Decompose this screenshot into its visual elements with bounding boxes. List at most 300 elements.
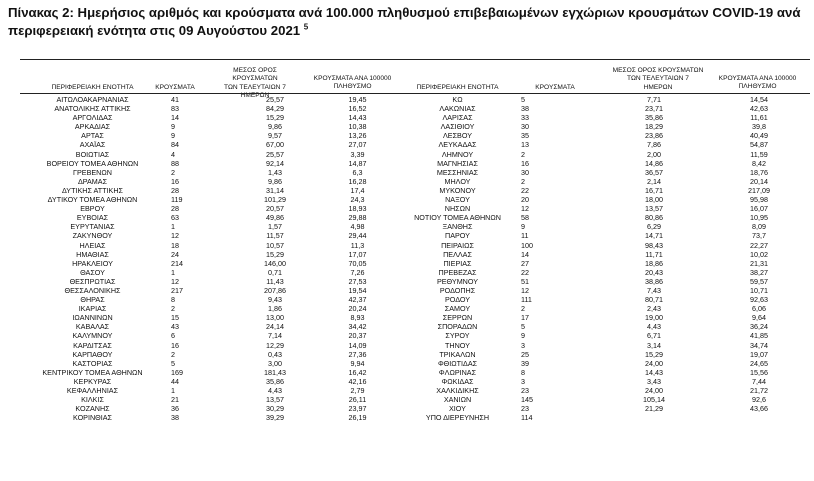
table-row — [400, 186, 810, 195]
cases-cell: 12 — [171, 231, 179, 241]
table-row — [20, 131, 400, 140]
table-row — [400, 277, 810, 286]
cases-cell: 33 — [521, 113, 529, 123]
avg-cell: 3,43 — [647, 376, 661, 386]
table-title — [8, 4, 808, 40]
cases-cell: 214 — [171, 258, 183, 268]
avg-cell: 9,43 — [268, 295, 282, 305]
region-cell: ΝΟΤΙΟΥ ΤΟΜΕΑ ΑΘΗΝΩΝ — [414, 213, 501, 223]
region-cell: ΡΕΘΥΜΝΟΥ — [436, 276, 479, 286]
table-title-text: Πίνακας 2: Ημερήσιος αριθμός και κρούσματα ανά 100.000 πληθυσμού επιβεβαιωμένων εγχώριων κρουσμάτων COVID-19 ανά περιφερειακή ενότητα στις 09 Αυγούστου 2021 — [8, 5, 801, 38]
avg-cell: 207,86 — [264, 285, 286, 295]
cases-cell: 63 — [171, 213, 179, 223]
table-row — [20, 386, 400, 395]
region-cell: ΣΑΜΟΥ — [444, 304, 471, 314]
rate-cell: 29,88 — [348, 213, 367, 223]
cases-cell: 13 — [521, 140, 529, 150]
table-row — [400, 268, 810, 277]
table-row — [20, 213, 400, 222]
table-row — [400, 195, 810, 204]
table-row — [20, 250, 400, 259]
avg-cell: 24,00 — [645, 358, 663, 368]
table-row — [400, 122, 810, 131]
table-row — [400, 304, 810, 313]
region-cell: ΛΑΚΩΝΙΑΣ — [439, 104, 476, 114]
table-row — [400, 341, 810, 350]
region-cell: ΛΕΣΒΟΥ — [443, 131, 472, 141]
cases-cell: 16 — [521, 158, 529, 168]
table-row — [400, 222, 810, 231]
table-row — [400, 213, 810, 222]
table-row — [400, 295, 810, 304]
rate-cell: 40,49 — [750, 131, 768, 141]
region-cell: ΛΑΣΙΘΙΟΥ — [440, 122, 475, 132]
avg-cell: 18,00 — [645, 195, 663, 205]
rate-cell: 14,09 — [348, 340, 367, 350]
avg-cell: 30,29 — [266, 404, 284, 414]
region-cell: ΑΡΤΑΣ — [81, 131, 104, 141]
rate-cell: 43,66 — [750, 404, 768, 414]
table-row — [20, 295, 400, 304]
avg-cell: 25,57 — [266, 149, 284, 159]
table-row — [20, 268, 400, 277]
region-cell: ΚΑΒΑΛΑΣ — [75, 322, 110, 332]
cases-cell: 30 — [521, 167, 529, 177]
cases-cell: 1 — [171, 386, 175, 395]
rate-cell: 19,07 — [750, 349, 768, 359]
table-row — [20, 313, 400, 322]
rate-cell: 13,26 — [348, 131, 367, 141]
region-cell: ΡΟΔΟΠΗΣ — [439, 285, 476, 295]
table-row — [20, 368, 400, 377]
rate-cell: 24,3 — [350, 195, 365, 205]
rate-cell: 11,61 — [750, 113, 768, 123]
rate-cell: 3,39 — [350, 149, 365, 159]
cases-cell: 38 — [521, 104, 529, 114]
table-row — [400, 377, 810, 386]
cases-cell: 5 — [171, 358, 175, 368]
cases-cell: 15 — [171, 313, 179, 323]
header-avg-line1: ΜΕΣΟΣ ΟΡΟΣ ΚΡΟΥΣΜΑΤΩΝ — [232, 67, 278, 83]
table-row — [20, 413, 400, 422]
table-row — [20, 322, 400, 331]
region-cell: ΣΥΡΟΥ — [445, 331, 470, 341]
region-cell: ΠΙΕΡΙΑΣ — [443, 258, 472, 268]
rate-cell: 14,54 — [750, 95, 768, 104]
header-avg-line3: ΗΜΕΡΩΝ — [240, 92, 270, 100]
avg-cell: 13,00 — [266, 313, 284, 323]
rate-cell: 11,59 — [750, 149, 768, 159]
avg-cell: 35,86 — [645, 113, 663, 123]
cases-cell: 3 — [521, 376, 525, 386]
rate-cell: 18,76 — [750, 167, 768, 177]
avg-cell: 1,57 — [268, 222, 282, 232]
avg-cell: 11,43 — [266, 276, 284, 286]
avg-cell: 11,57 — [266, 231, 284, 241]
cases-cell: 44 — [171, 376, 179, 386]
avg-cell: 2,43 — [647, 304, 661, 314]
avg-cell: 105,14 — [643, 395, 665, 405]
cases-cell: 8 — [171, 295, 175, 305]
table-row — [20, 377, 400, 386]
region-cell: ΗΡΑΚΛΕΙΟΥ — [72, 258, 113, 268]
cases-cell: 23 — [521, 386, 529, 395]
rate-cell: 27,07 — [348, 140, 367, 150]
cases-cell: 22 — [521, 185, 529, 195]
rate-cell: 19,54 — [348, 285, 367, 295]
avg-cell: 7,14 — [268, 331, 282, 341]
rate-cell: 14,43 — [348, 113, 367, 123]
header-bottom-rule — [20, 93, 810, 94]
region-cell: ΦΩΚΙΔΑΣ — [441, 376, 474, 386]
cases-cell: 58 — [521, 213, 529, 223]
rate-cell: 34,42 — [348, 322, 367, 332]
cases-cell: 21 — [171, 395, 179, 405]
avg-cell: 20,57 — [266, 204, 284, 214]
table-row — [20, 331, 400, 340]
table-row — [400, 113, 810, 122]
right-data-table — [400, 95, 810, 422]
cases-cell: 18 — [171, 240, 179, 250]
region-cell: ΚΟΡΙΝΘΙΑΣ — [73, 413, 112, 423]
table-row — [400, 350, 810, 359]
avg-cell: 25,57 — [266, 95, 284, 104]
region-cell: ΕΥΒΟΙΑΣ — [76, 213, 109, 223]
rate-cell: 20,14 — [750, 176, 768, 186]
cases-cell: 2 — [521, 149, 525, 159]
region-cell: ΝΗΣΩΝ — [444, 204, 471, 214]
rate-cell: 11,3 — [350, 240, 365, 250]
table-row — [400, 204, 810, 213]
avg-cell: 21,29 — [645, 404, 663, 414]
table-row — [400, 359, 810, 368]
cases-cell: 9 — [171, 131, 175, 141]
table-row — [400, 250, 810, 259]
cases-cell: 30 — [521, 122, 529, 132]
rate-cell: 2,79 — [350, 386, 365, 395]
table-top-rule — [20, 59, 810, 60]
region-cell: ΖΑΚΥΝΘΟΥ — [72, 231, 113, 241]
rate-cell: 59,57 — [750, 276, 768, 286]
avg-cell: 9,86 — [268, 176, 282, 186]
avg-cell: 24,14 — [266, 322, 284, 332]
avg-cell: 2,00 — [647, 149, 661, 159]
cases-cell: 8 — [521, 367, 525, 377]
table-row — [20, 395, 400, 404]
table-row — [20, 140, 400, 149]
header-cases-right — [520, 84, 590, 92]
avg-cell — [600, 413, 708, 422]
region-cell: ΑΡΓΟΛΙΔΑΣ — [72, 113, 113, 123]
avg-cell: 18,86 — [645, 258, 663, 268]
avg-cell: 7,71 — [647, 95, 661, 104]
region-cell: ΤΗΝΟΥ — [445, 340, 470, 350]
cases-cell: 119 — [171, 195, 183, 205]
cases-cell: 23 — [521, 404, 529, 414]
avg-cell: 15,29 — [266, 249, 284, 259]
header-rate-line2: ΠΛΗΘΥΣΜΟ — [738, 83, 777, 91]
avg-cell: 14,71 — [645, 231, 663, 241]
rate-cell: 7,44 — [752, 376, 766, 386]
table-row — [20, 231, 400, 240]
region-cell: ΚΑΡΔΙΤΣΑΣ — [73, 340, 112, 350]
avg-cell: 6,29 — [647, 222, 661, 232]
avg-cell: 4,43 — [647, 322, 661, 332]
cases-cell: 20 — [521, 195, 529, 205]
header-rate-line1: ΚΡΟΥΣΜΑΤΑ ΑΝΑ 100000 — [718, 75, 797, 82]
avg-cell: 0,71 — [268, 267, 282, 277]
rate-cell: 9,94 — [350, 358, 365, 368]
table-row — [20, 195, 400, 204]
table-row — [20, 186, 400, 195]
rate-cell: 24,65 — [750, 358, 768, 368]
region-cell: ΚΑΣΤΟΡΙΑΣ — [72, 358, 113, 368]
header-rate-left — [305, 75, 400, 92]
region-cell: ΠΕΛΛΑΣ — [443, 249, 472, 259]
cases-cell: 9 — [521, 222, 525, 232]
table-row — [20, 341, 400, 350]
rate-cell: 42,16 — [348, 376, 367, 386]
cases-cell: 35 — [521, 131, 529, 141]
avg-cell: 101,29 — [264, 195, 286, 205]
cases-cell: 14 — [171, 113, 179, 123]
table-row — [20, 168, 400, 177]
avg-cell: 9,57 — [268, 131, 282, 141]
region-cell: ΛΕΥΚΑΔΑΣ — [438, 140, 477, 150]
rate-cell: 38,27 — [750, 267, 768, 277]
rate-cell: 42,63 — [750, 104, 768, 114]
table-row — [20, 104, 400, 113]
rate-cell: 42,37 — [348, 295, 367, 305]
cases-cell: 12 — [171, 276, 179, 286]
table-row — [400, 131, 810, 140]
region-cell: ΦΘΙΩΤΙΔΑΣ — [437, 358, 478, 368]
cases-cell: 1 — [171, 267, 175, 277]
table-row — [20, 259, 400, 268]
table-row — [400, 231, 810, 240]
cases-cell: 28 — [171, 185, 179, 195]
avg-cell: 0,43 — [268, 349, 282, 359]
region-cell: ΚΩ — [452, 95, 463, 104]
rate-cell: 15,56 — [750, 367, 768, 377]
rate-cell: 16,52 — [348, 104, 367, 114]
rate-cell: 21,72 — [750, 386, 768, 395]
avg-cell: 84,29 — [266, 104, 284, 114]
region-cell: ΗΛΕΙΑΣ — [79, 240, 106, 250]
rate-cell: 8,93 — [350, 313, 365, 323]
rate-cell: 73,7 — [752, 231, 766, 241]
header-region-label: ΠΕΡΙΦΕΡΕΙΑΚΗ ΕΝΟΤΗΤΑ — [416, 84, 499, 91]
rate-cell: 7,26 — [350, 267, 365, 277]
cases-cell: 5 — [521, 322, 525, 332]
rate-cell: 92,63 — [750, 295, 768, 305]
avg-cell: 35,86 — [266, 376, 284, 386]
cases-cell: 17 — [521, 313, 529, 323]
rate-cell: 54,87 — [750, 140, 768, 150]
avg-cell: 146,00 — [264, 258, 286, 268]
table-row — [400, 241, 810, 250]
avg-cell: 31,14 — [266, 185, 284, 195]
table-row — [20, 113, 400, 122]
avg-cell: 16,71 — [645, 185, 663, 195]
cases-cell: 11 — [521, 231, 529, 241]
region-cell: ΛΑΡΙΣΑΣ — [442, 113, 473, 123]
cases-cell: 3 — [521, 340, 525, 350]
rate-cell: 14,87 — [348, 158, 367, 168]
avg-cell: 80,86 — [645, 213, 663, 223]
region-cell: ΘΗΡΑΣ — [80, 295, 105, 305]
avg-cell: 1,43 — [268, 167, 282, 177]
region-cell: ΕΒΡΟΥ — [80, 204, 105, 214]
table-row — [20, 241, 400, 250]
avg-cell: 6,71 — [647, 331, 661, 341]
avg-cell: 98,43 — [645, 240, 663, 250]
cases-cell: 100 — [521, 240, 533, 250]
cases-cell: 2 — [171, 349, 175, 359]
region-cell: ΧΙΟΥ — [449, 404, 466, 414]
region-cell: ΦΛΩΡΙΝΑΣ — [438, 367, 477, 377]
rate-cell: 10,02 — [750, 249, 768, 259]
header-region-label: ΠΕΡΙΦΕΡΕΙΑΚΗ ΕΝΟΤΗΤΑ — [51, 84, 134, 91]
region-cell: ΚΙΛΚΙΣ — [81, 395, 104, 405]
region-cell: ΤΡΙΚΑΛΩΝ — [439, 349, 476, 359]
cases-cell: 2 — [171, 304, 175, 314]
avg-cell: 18,29 — [645, 122, 663, 132]
rate-cell: 20,37 — [348, 331, 367, 341]
region-cell: ΑΧΑΪΑΣ — [79, 140, 106, 150]
rate-cell: 95,98 — [750, 195, 768, 205]
avg-cell: 3,14 — [647, 340, 661, 350]
table-row — [400, 159, 810, 168]
cases-cell: 12 — [521, 204, 529, 214]
table-row — [400, 95, 810, 104]
table-row — [20, 95, 400, 104]
avg-cell: 67,00 — [266, 140, 284, 150]
table-row — [400, 368, 810, 377]
rate-cell: 34,74 — [750, 340, 768, 350]
rate-cell: 26,19 — [348, 413, 367, 423]
cases-cell: 24 — [171, 249, 179, 259]
cases-cell: 4 — [171, 149, 175, 159]
table-row — [400, 322, 810, 331]
cases-cell: 6 — [171, 331, 175, 341]
avg-cell: 9,86 — [268, 122, 282, 132]
rate-cell: 21,31 — [750, 258, 768, 268]
region-cell: ΓΡΕΒΕΝΩΝ — [73, 167, 112, 177]
avg-cell: 15,29 — [266, 113, 284, 123]
cases-cell: 16 — [171, 340, 179, 350]
rate-cell: 17,4 — [350, 185, 365, 195]
region-cell: ΙΚΑΡΙΑΣ — [78, 304, 107, 314]
rate-cell: 36,24 — [750, 322, 768, 332]
avg-cell: 20,43 — [645, 267, 663, 277]
region-cell: ΠΕΙΡΑΙΩΣ — [441, 240, 474, 250]
cases-cell: 5 — [521, 95, 525, 104]
region-cell: ΔΡΑΜΑΣ — [77, 176, 108, 186]
region-cell: ΘΑΣΟΥ — [80, 267, 105, 277]
avg-cell: 19,00 — [645, 313, 663, 323]
rate-cell: 6,3 — [352, 167, 363, 177]
header-cases-left — [140, 84, 210, 92]
table-row — [400, 104, 810, 113]
rate-cell: 17,07 — [348, 249, 367, 259]
region-cell: ΞΑΝΘΗΣ — [442, 222, 473, 232]
region-cell: ΜΥΚΟΝΟΥ — [439, 185, 476, 195]
avg-cell: 14,43 — [645, 367, 663, 377]
region-cell: ΚΕΦΑΛΛΗΝΙΑΣ — [66, 386, 119, 395]
cases-cell: 145 — [521, 395, 533, 405]
region-cell: ΒΟΙΩΤΙΑΣ — [75, 149, 110, 159]
table-row — [400, 259, 810, 268]
rate-cell: 39,8 — [752, 122, 766, 132]
header-avg-right — [608, 67, 708, 92]
rate-cell: 8,42 — [752, 158, 766, 168]
rate-cell — [708, 413, 810, 422]
rate-cell: 70,05 — [348, 258, 367, 268]
header-rate-line2: ΠΛΗΘΥΣΜΟ — [333, 83, 372, 91]
rate-cell: 20,24 — [348, 304, 367, 314]
avg-cell: 1,86 — [268, 304, 282, 314]
avg-cell: 7,86 — [647, 140, 661, 150]
cases-cell: 9 — [171, 122, 175, 132]
avg-cell: 49,86 — [266, 213, 284, 223]
cases-cell: 14 — [521, 249, 529, 259]
avg-cell: 12,29 — [266, 340, 284, 350]
avg-cell: 10,57 — [266, 240, 284, 250]
cases-cell: 12 — [521, 285, 529, 295]
rate-cell: 23,97 — [348, 404, 367, 414]
avg-cell: 36,57 — [645, 167, 663, 177]
region-cell: ΝΑΞΟΥ — [445, 195, 470, 205]
table-row — [20, 304, 400, 313]
region-cell: ΑΝΑΤΟΛΙΚΗΣ ΑΤΤΙΚΗΣ — [54, 104, 131, 114]
avg-cell: 14,86 — [645, 158, 663, 168]
rate-cell: 16,42 — [348, 367, 367, 377]
region-cell: ΚΕΡΚΥΡΑΣ — [73, 376, 112, 386]
region-cell: ΚΑΡΠΑΘΟΥ — [72, 349, 113, 359]
cases-cell: 27 — [521, 258, 529, 268]
cases-cell: 88 — [171, 158, 179, 168]
rate-cell: 217,09 — [748, 185, 770, 195]
avg-cell: 38,86 — [645, 276, 663, 286]
region-cell: ΣΠΟΡΑΔΩΝ — [437, 322, 478, 332]
table-row — [400, 177, 810, 186]
rate-cell: 26,11 — [348, 395, 367, 405]
avg-cell: 13,57 — [266, 395, 284, 405]
table-row — [400, 413, 810, 422]
cases-cell: 25 — [521, 349, 529, 359]
table-row — [400, 386, 810, 395]
rate-cell: 41,85 — [750, 331, 768, 341]
region-cell: ΚΟΖΑΝΗΣ — [75, 404, 110, 414]
avg-cell: 4,43 — [268, 386, 282, 395]
table-row — [400, 395, 810, 404]
left-data-table — [20, 95, 400, 422]
region-cell: ΜΑΓΝΗΣΙΑΣ — [437, 158, 478, 168]
rate-cell: 10,71 — [750, 285, 768, 295]
cases-cell: 43 — [171, 322, 179, 332]
rate-cell: 6,06 — [752, 304, 766, 314]
table-row — [20, 222, 400, 231]
table-row — [20, 122, 400, 131]
region-cell: ΡΟΔΟΥ — [444, 295, 471, 305]
avg-cell: 13,57 — [645, 204, 663, 214]
table-row — [400, 404, 810, 413]
rate-cell: 27,36 — [348, 349, 367, 359]
cases-cell: 39 — [521, 358, 529, 368]
cases-cell: 217 — [171, 285, 183, 295]
avg-cell: 7,43 — [647, 285, 661, 295]
